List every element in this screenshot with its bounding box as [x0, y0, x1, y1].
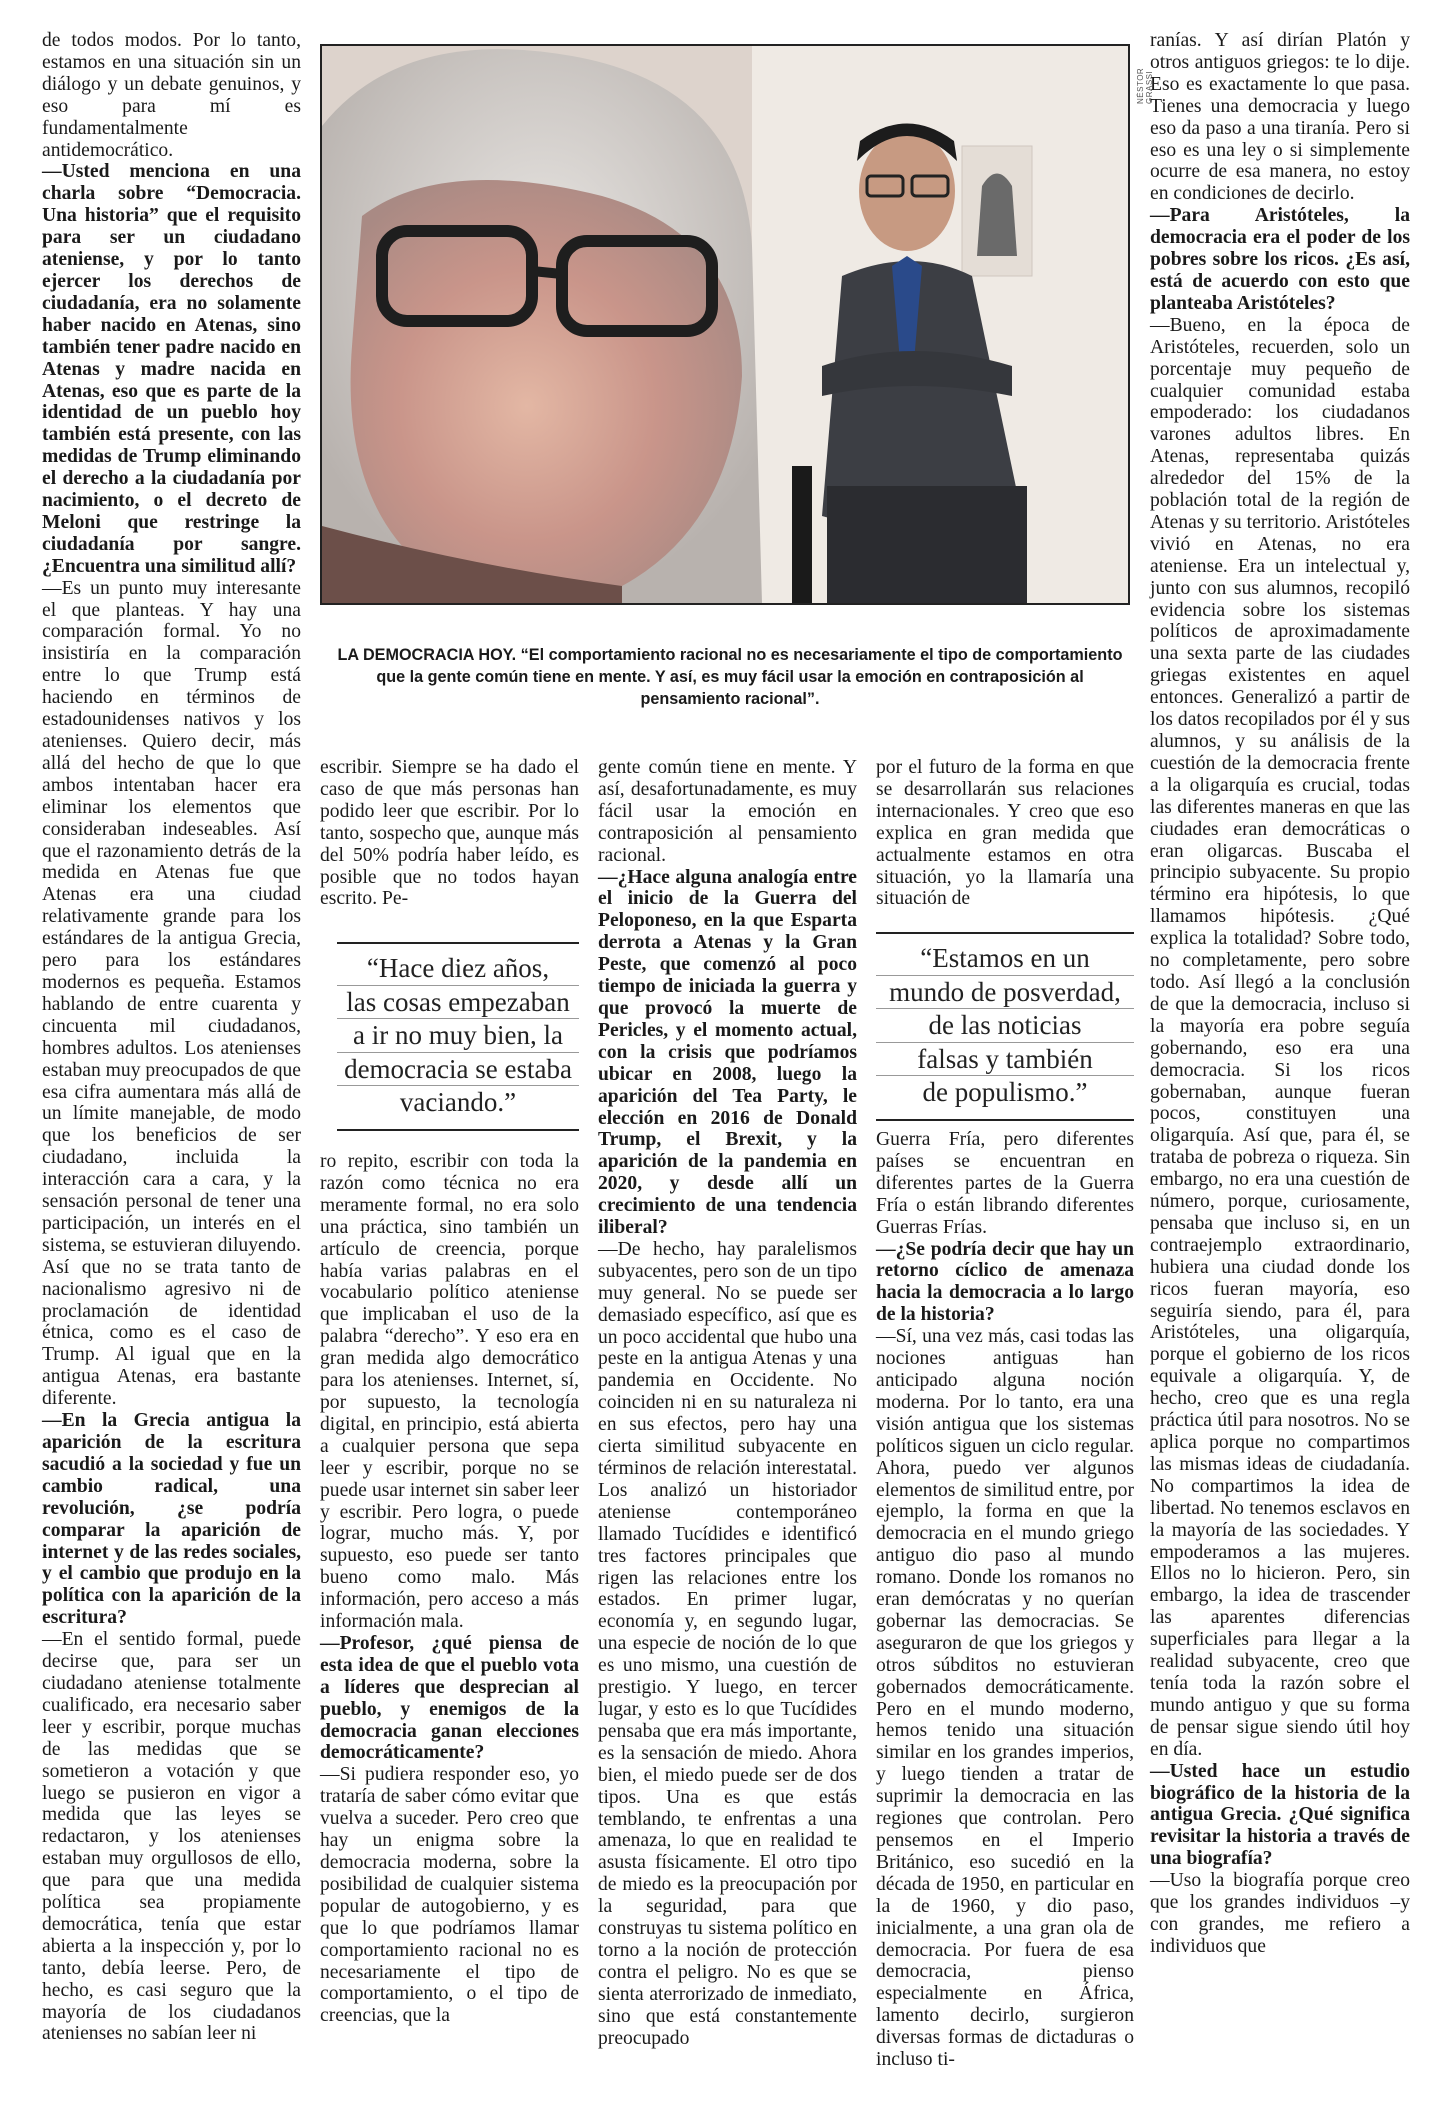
interview-question: —En la Grecia antigua la aparición de la escritura sacudió a la sociedad y fue un cambio radical, una revolución, ¿se podría comparar la aparición de internet y de las redes sociales, y el cambio que produjo en la política con la aparición de la escritura?: [42, 1410, 301, 1629]
interview-question: —Profesor, ¿qué piensa de esta idea de que el pueblo vota a líderes que desprecian al pueblo, y enemigos de la democracia ganan elecciones democráticamente?: [320, 1632, 579, 1764]
interview-answer: —De hecho, hay paralelismos subyacentes, pero son de un tipo muy general. No se puede ser demasiado específico, así que es un poco accidental que hubo una peste en la antigua Atenas y una pandemia en Occidente. No coinciden ni en su naturaleza ni en sus efectos, pero hay una cierta similitud subyacente en términos de relación interestatal. Los analizó un historiador ateniense contemporáneo llamado Tucídides e identificó tres factores principales que rigen las relaciones entre los estados. En primer lugar, economía y, en segundo lugar, una especie de noción de lo que es uno mismo, una cuestión de prestigio. Y luego, en tercer lugar, y esto es lo que Tucídides pensaba que era más importante, es la sensación de miedo. Ahora bien, el miedo puede ser de dos tipos. Una es que estás temblando, te enfrentas a una amenaza, lo que en realidad te asusta físicamente. El otro tipo de miedo es la preocupación por la seguridad, para que construyas tu sistema político en torno a la noción de protección contra el peligro. No es que se sienta aterrorizado de inmediato, sino que está constantemente preocupado: [598, 1238, 857, 2049]
interview-answer: —Bueno, en la época de Aristóteles, recuerden, solo un porcentaje muy pequeño de cualquier comunidad estaba empoderado: los ciudadanos varones adultos libres. En Atenas, representaba quizás alrededor del 15% de la población total de la región de Atenas y su territorio. Aristóteles vivió en Atenas, no era ateniense. Era un intelectual y, junto con sus alumnos, recopiló evidencia sobre los sistemas políticos de aproximadamente una sexta parte de las ciudades griegas existentes en aquel entonces. Generalizó a partir de los datos recopilados por él y sus alumnos, y su análisis de la cuestión de la democracia frente a la oligarquía es crucial, todas las diferentes maneras en que las ciudades eran democráticas o eran oligarcas. Buscaba el principio subyacente. Su propio término era hipótesis, lo que llamamos hipótesis. ¿Qué explica la totalidad? Sobre todo, no completamente, pero sobre todo. Así llegó a la conclusión de que la democracia, incluso si la mayoría era pobre seguía gobernando, eso era una democracia. Si los ricos gobernaban, aunque fueran pocos, constituyen una oligarquía. Así que, para él, se trataba de pobreza o riqueza. Sin embargo, no era una cuestión de número, porque, curiosamente, pensaba que incluso si, en un contraejemplo extraordinario, hubiera una ciudad donde los ricos fueran mayoría, eso seguiría siendo, para él, para Aristóteles, una oligarquía, porque el gobierno de los ricos equivale a oligarquía. Y, de hecho, creo que es una regla práctica útil para nosotros. No se aplica porque no compartimos las mismas ideas de ciudadanía. No compartimos la idea de libertad. No tenemos esclavos en la mayoría de las sociedades. Y empoderamos a las mujeres. Ellos no lo hicieron. Pero, sin embargo, la idea de trascender las aparentes diferencias superficiales para llegar a la realidad subyacente, creo que tenía toda la razón sobre el mundo antiguo y que su forma de pensar sigue siendo útil hoy en día.: [1150, 314, 1410, 1760]
interview-answer: por el futuro de la forma en que se desarrollarán sus relaciones internacionales. Y creo que eso explica en gran medida que actualmente estamos en otra situación, yo la llamaría una situación de: [876, 757, 1134, 910]
pullquote-2-line: mundo de posverdad,: [876, 976, 1134, 1010]
pullquote-1-line: “Hace diez años,: [337, 952, 579, 986]
interview-answer: —En el sentido formal, puede decirse que, para ser un ciudadano ateniense totalmente cualificado, era necesario saber leer y escribir, porque muchas de las medidas que se sometieron a votación y que luego se pusieron en vigor a medida que las leyes se redactaron, y los atenienses estaban muy orgullosos de ello, que para que una medida política sea propiamente democrática, tenía que estar abierta a la inspección y, por lo tanto, debía leerse. Pero, de hecho, es casi seguro que la mayoría de los ciudadanos atenienses no sabían leer ni: [42, 1629, 301, 2045]
interview-answer: gente común tiene en mente. Y así, desafortunadamente, es muy fácil usar la emoción en contraposición al pensamiento racional.: [598, 757, 857, 866]
column-2-bottom: [320, 1151, 579, 2095]
caption-body: “El comportamiento racional no es necesariamente el tipo de comportamiento que la gente común tiene en mente. Y así, es muy fácil usar la emoción en contraposición al pensamiento racional”.: [376, 646, 1123, 708]
interview-question: —Usted menciona en una charla sobre “Democracia. Una historia” que el requisito para ser un ciudadano ateniense, y por lo tanto ejercer los derechos de ciudadanía, era no solamente haber nacido en Atenas, sino también tener padre nacido en Atenas y madre nacida en Atenas, eso que es parte de la identidad de un pueblo hoy también está presente, con las medidas de Trump eliminando el derecho a la ciudadanía por nacimiento, o el decreto de Meloni que restringe la ciudadanía por sangre. ¿Encuentra una similitud allí?: [42, 161, 301, 577]
pullquote-1-line: vaciando.”: [399, 1087, 517, 1117]
pullquote-1: [337, 942, 579, 1131]
photo-credit: NÉSTOR GRASSI: [1136, 67, 1154, 104]
column-1: [42, 30, 301, 2095]
interview-answer: —Si pudiera responder eso, yo trataría de saber cómo evitar que vuelva a suceder. Pero creo que hay un enigma sobre la democracia moderna, sobre la posibilidad de cualquier sistema popular de autogobierno, y es que lo que podríamos llamar comportamiento racional no es necesariamente el tipo de comportamiento, o el tipo de creencias, que la: [320, 1764, 579, 2027]
pullquote-2-line: falsas y también: [876, 1043, 1134, 1077]
photo-caption: [335, 644, 1125, 710]
interview-question: —Usted hace un estudio biográfico de la historia de la antigua Grecia. ¿Qué significa revisitar la historia a través de una biografía?: [1150, 1760, 1410, 1870]
pullquote-1-line: a ir no muy bien, la: [337, 1019, 579, 1053]
column-4-bottom: [876, 1129, 1134, 2095]
pullquote-1-line: democracia se estaba: [337, 1053, 579, 1087]
pullquote-2: [876, 932, 1134, 1121]
pullquote-2-line: de las noticias: [876, 1009, 1134, 1043]
interview-answer: —Uso la biografía porque creo que los grandes individuos –y con grandes, me refiero a individuos que: [1150, 1870, 1410, 1957]
pullquote-1-line: las cosas empezaban: [337, 986, 579, 1020]
interview-answer: escribir. Siempre se ha dado el caso de que más personas han podido leer que escribir. Por lo tanto, sospecho que, aunque más del 50% podría haber leído, es posible que no todos hayan escrito. Pe-: [320, 757, 579, 910]
pullquote-2-line: “Estamos en un: [876, 942, 1134, 976]
interview-answer: ranías. Y así dirían Platón y otros antiguos griegos: te lo dije. Eso es exactamente lo que pasa. Tienes una democracia y luego eso da paso a una tiranía. Pero si eso es una ley o si simplemente ocurre de esa manera, no estoy en condiciones de decirlo.: [1150, 30, 1410, 205]
interview-answer: —Es un punto muy interesante el que planteas. Y hay una comparación formal. Yo no insistiría en la comparación entre lo que Trump está haciendo en términos de estadounidenses nativos y los atenienses. Quiero decir, más allá del hecho de que lo que ambos intentaban hacer era eliminar los elementos que consideraban indeseables. Así que el razonamiento detrás de la medida en Atenas fue que Atenas era una ciudad relativamente grande para los estándares de la antigua Grecia, pero para los estándares modernos es pequeña. Estamos hablando de entre cuarenta y cincuenta mil ciudadanos, hombres adultos. Los atenienses estaban muy preocupados de que esa cifra aumentara más allá de un límite manejable, de modo que los beneficios de ser ciudadano, incluida la interacción cara a cara, y la sensación personal de tener una participación, un interés en el sistema, se estuvieran diluyendo. Así que no se trata tanto de nacionalismo agresivo ni de proclamación de identidad étnica, como es el caso de Trump. Al igual que en la antigua Atenas, era bastante diferente.: [42, 577, 301, 1410]
photo-illustration: [322, 46, 1128, 603]
caption-lead: LA DEMOCRACIA HOY.: [337, 646, 517, 664]
column-4-top: [876, 757, 1134, 910]
interview-question: —¿Se podría decir que hay un retorno cíclico de amenaza hacia la democracia a lo largo de la historia?: [876, 1238, 1134, 1326]
interview-answer: Guerra Fría, pero diferentes países se encuentran en diferentes partes de la Guerra Fría o están librando diferentes Guerras Frías.: [876, 1129, 1134, 1238]
interview-question: —¿Hace alguna analogía entre el inicio de la Guerra del Peloponeso, en la que Esparta derrota a Atenas y la Gran Peste, que comenzó al poco tiempo de iniciada la guerra y que provocó la muerte de Pericles, y el momento actual, con la crisis que podríamos ubicar en 2008, luego la aparición del Tea Party, le elección en 2016 de Donald Trump, el Brexit, y la aparición de la pandemia en 2020, y desde allí un crecimiento de una tendencia iliberal?: [598, 866, 857, 1239]
interview-answer: de todos modos. Por lo tanto, estamos en una situación sin un diálogo y un debate genuinos, y eso para mí es fundamentalmente antidemocrático.: [42, 30, 301, 161]
column-2-top: [320, 757, 579, 910]
column-5: [1150, 30, 1410, 2095]
interview-question: —Para Aristóteles, la democracia era el poder de los pobres sobre los ricos. ¿Es así, está de acuerdo con esto que planteaba Aristóteles?: [1150, 205, 1410, 314]
column-3: [598, 757, 857, 2095]
portrait-photo: [320, 44, 1130, 605]
interview-answer: —Sí, una vez más, casi todas las nociones antiguas han anticipado alguna noción moderna. Por lo tanto, era una visión antigua que los sistemas políticos siguen un ciclo regular. Ahora, puedo ver algunos elementos de similitud entre, por ejemplo, la forma en que la democracia en el mundo griego antiguo dio paso al mundo romano. Donde los romanos no eran demócratas y no querían gobernar las democracias. Se aseguraron de que los griegos y otros súbditos no estuvieran gobernados democráticamente. Pero en el mundo moderno, hemos tenido una situación similar en los grandes imperios, y luego tienden a tratar de suprimir la democracia en las regiones que controlan. Pero pensemos en el Imperio Británico, eso sucedió en la década de 1950, en particular en la de 1960, y dio paso, inicialmente, a una gran ola de democracia. Por fuera de esa democracia, pienso especialmente en África, lamento decirlo, surgieron diversas formas de dictaduras o incluso ti-: [876, 1326, 1134, 2071]
interview-answer: ro repito, escribir con toda la razón como técnica no era meramente formal, no era solo una práctica, sino también un artículo de creencia, porque había varias palabras en el vocabulario político ateniense que implicaban el uso de la palabra “derecho”. Y eso era en gran medida algo democrático para los atenienses. Internet, sí, por supuesto, la tecnología digital, en principio, está abierta a cualquier persona que sepa leer y escribir, porque no se puede usar internet sin saber leer y escribir. Pero logra, o puede lograr, mucho más. Y, por supuesto, eso puede ser tanto bueno como malo. Más información, pero acceso a más información mala.: [320, 1151, 579, 1633]
pullquote-2-line: de populismo.”: [922, 1077, 1088, 1107]
